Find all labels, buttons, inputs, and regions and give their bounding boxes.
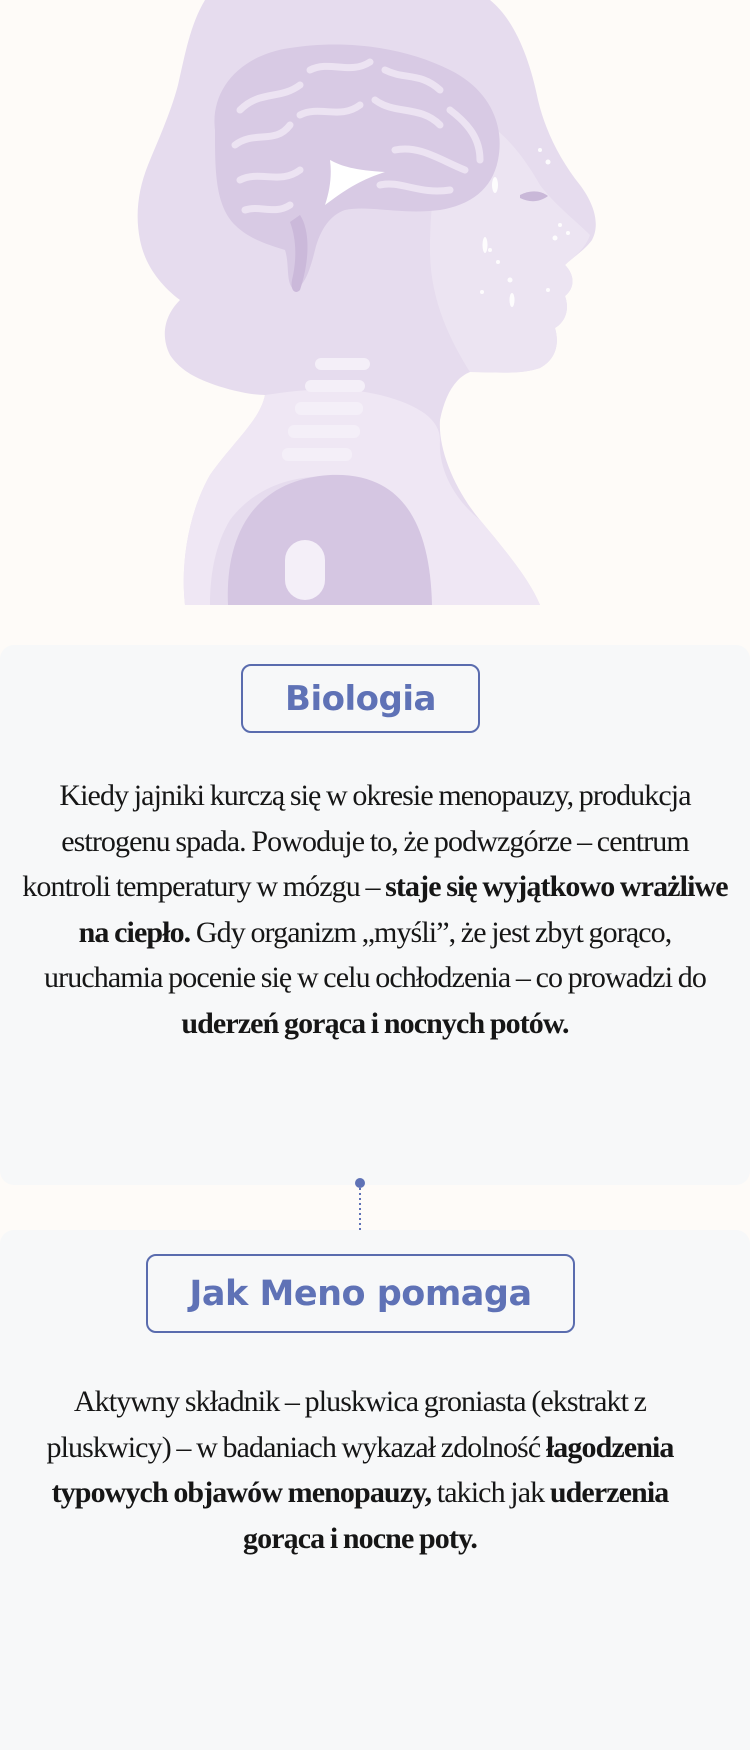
hero-illustration (0, 0, 750, 605)
head-profile-illustration (0, 0, 750, 605)
helps-text-1: Aktywny składnik – pluskwica groniasta (ekstrakt z pluskwicy) – w badaniach wykazał zdolność (46, 1385, 647, 1464)
helps-text-4-bold: uderzenia gorąca i nocne poty. (243, 1476, 669, 1555)
biology-text-3: Gdy organizm „myśli”, że jest zbyt gorąco, uruchamia pocenie się w celu ochłodzenia – co prowadzi do (44, 915, 706, 994)
how-meno-helps-badge: Jak Meno pomaga (146, 1254, 575, 1333)
helps-text-3: takich jak (431, 1476, 550, 1509)
helps-text-2-bold: łagodzenia typowych objawów menopauzy, (51, 1430, 674, 1509)
biology-text-2-bold: staje się wyjątkowo wrażliwe na ciepło. (78, 870, 728, 949)
biology-description (18, 773, 732, 1046)
how-meno-helps-description (10, 1379, 710, 1561)
biology-text-4-bold: uderzeń gorąca i nocnych potów. (181, 1006, 569, 1040)
biology-text-1: Kiedy jajniki kurczą się w okresie menopauzy, produkcja estrogenu spada. Powoduje to, że podwzgórze – centrum kontroli temperatury w mózgu – (22, 779, 691, 903)
biology-badge: Biologia (241, 664, 480, 733)
